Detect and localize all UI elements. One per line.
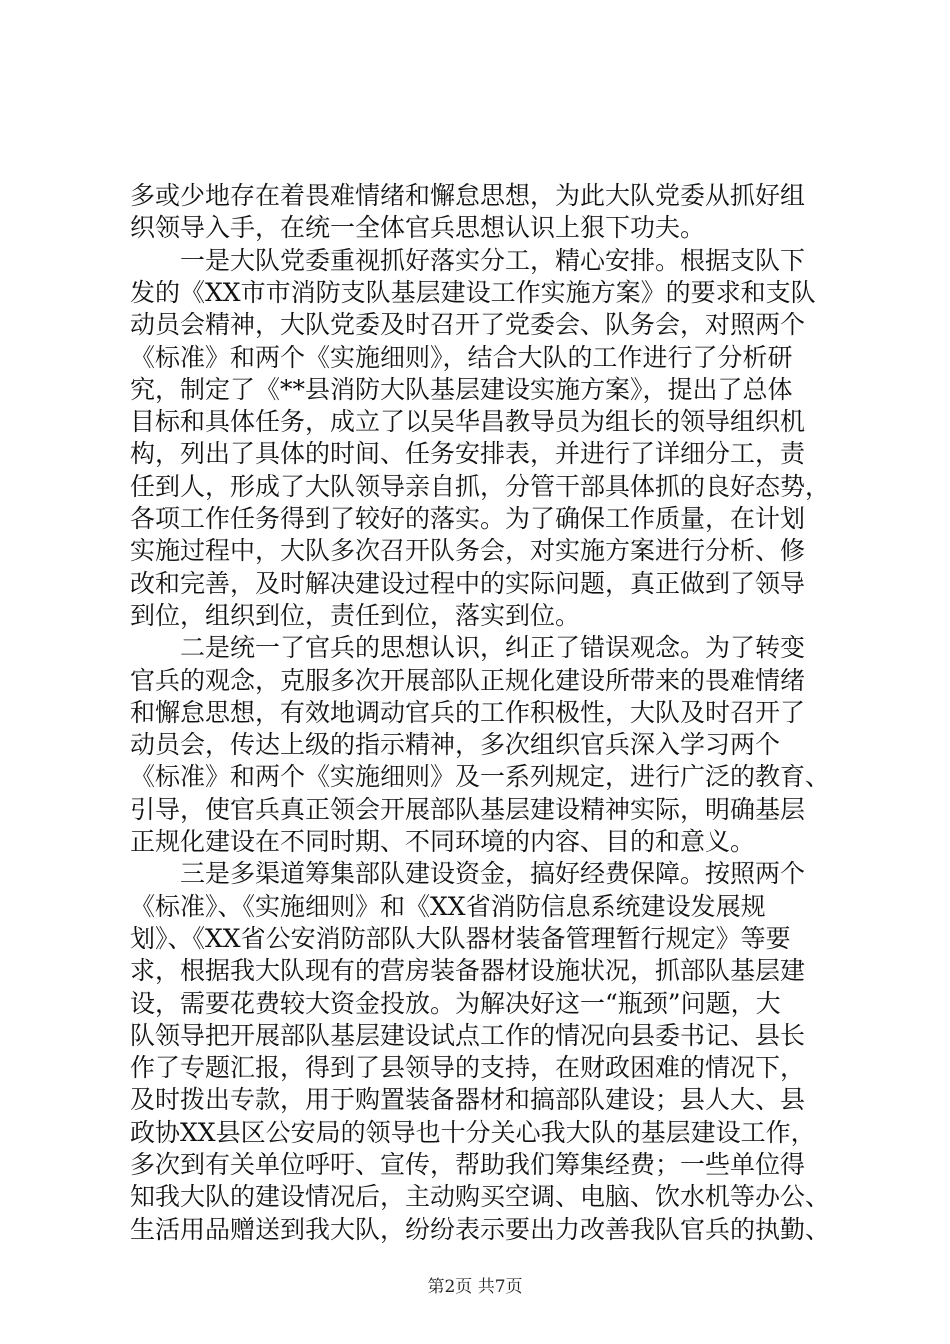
text-line: 构，列出了具体的时间、任务安排表，并进行了详细分工，责	[130, 439, 806, 469]
text-line: 动员会精神，大队党委及时召开了党委会、队务会，对照两个	[130, 310, 806, 340]
text-line: 多或少地存在着畏难情绪和懈怠思想，为此大队党委从抓好组	[130, 181, 806, 210]
text-line: 划》、《XX省公安消防部队大队器材装备管理暂行规定》等要	[130, 923, 791, 953]
text-line: 作了专题汇报，得到了县领导的支持，在财政困难的情况下，	[130, 1053, 806, 1083]
text-line: 改和完善，及时解决建设过程中的实际问题，真正做到了领导	[130, 568, 806, 598]
page-footer: 第2页 共7页	[427, 1277, 523, 1297]
text-line: 队领导把开展部队基层建设试点工作的情况向县委书记、县长	[130, 1020, 806, 1050]
text-line: 一是大队党委重视抓好落实分工，精心安排。根据支队下	[130, 245, 806, 275]
text-line: 织领导入手，在统一全体官兵思想认识上狠下功夫。	[130, 213, 706, 243]
text-line: 多次到有关单位呼吁、宣传，帮助我们筹集经费；一些单位得	[130, 1150, 806, 1179]
text-line: 设，需要花费较大资金投放。为解决好这一“瓶颈”问题，大	[130, 988, 781, 1018]
text-line: 知我大队的建设情况后，主动购买空调、电脑、饮水机等办公、	[130, 1182, 831, 1212]
text-line: 三是多渠道筹集部队建设资金，搞好经费保障。按照两个	[130, 859, 806, 889]
text-line: 引导，使官兵真正领会开展部队基层建设精神实际，明确基层	[130, 794, 806, 824]
text-line: 及时拨出专款，用于购置装备器材和搞部队建设；县人大、县	[130, 1085, 806, 1115]
text-line: 《标准》、《实施细则》和《XX省消防信息系统建设发展规	[130, 891, 766, 921]
text-line: 任到人，形成了大队领导亲自抓，分管干部具体抓的良好态势，	[130, 471, 831, 501]
text-line: 究，制定了《**县消防大队基层建设实施方案》，提出了总体	[130, 374, 793, 404]
text-line: 《标准》和两个《实施细则》，结合大队的工作进行了分析研	[130, 342, 793, 372]
text-line: 生活用品赠送到我大队，纷纷表示要出力改善我队官兵的执勤、	[130, 1214, 831, 1244]
text-line: 目标和具体任务，成立了以吴华昌教导员为组长的领导组织机	[130, 407, 806, 437]
text-line: 求，根据我大队现有的营房装备器材设施状况，抓部队基层建	[130, 956, 806, 986]
text-line: 各项工作任务得到了较好的落实。为了确保工作质量，在计划	[130, 504, 806, 533]
text-line: 正规化建设在不同时期、不同环境的内容、目的和意义。	[130, 827, 756, 856]
text-line: 二是统一了官兵的思想认识，纠正了错误观念。为了转变	[130, 633, 806, 663]
text-line: 《标准》和两个《实施细则》及一系列规定，进行广泛的教育、	[130, 762, 831, 792]
text-line: 和懈怠思想，有效地调动官兵的工作积极性，大队及时召开了	[130, 697, 806, 727]
text-line: 政协XX县区公安局的领导也十分关心我大队的基层建设工作，	[130, 1117, 816, 1147]
text-line: 官兵的观念，克服多次开展部队正规化建设所带来的畏难情绪	[130, 665, 806, 695]
text-line: 实施过程中，大队多次召开队务会，对实施方案进行分析、修	[130, 536, 806, 566]
text-line: 到位，组织到位，责任到位，落实到位。	[130, 600, 581, 630]
text-line: 动员会，传达上级的指示精神，多次组织官兵深入学习两个	[130, 730, 781, 760]
text-line: 发的《XX市市消防支队基层建设工作实施方案》的要求和支队	[130, 277, 816, 307]
